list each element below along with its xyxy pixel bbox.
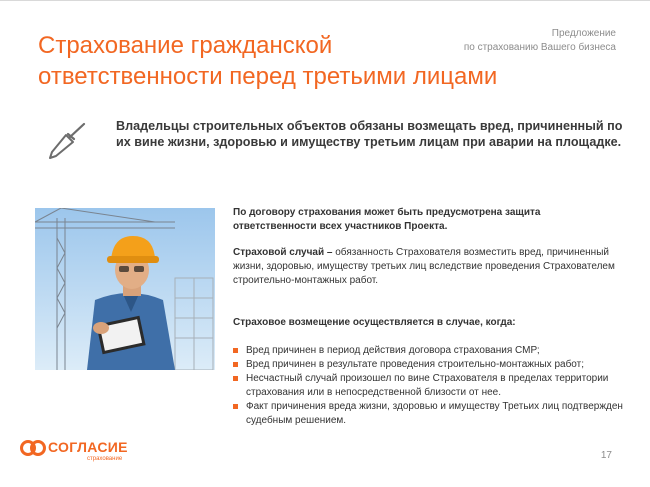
list-item-text: Вред причинен в результате проведения строительно-монтажных работ; — [246, 359, 584, 370]
header-caption-line-1: Предложение — [551, 28, 616, 39]
title-line-2: ответственности перед третьими лицами — [38, 63, 498, 90]
conditions-list — [233, 344, 623, 428]
construction-worker-photo — [35, 208, 215, 370]
list-item — [233, 344, 623, 358]
insured-event-term: Страховой случай – — [233, 247, 333, 258]
bullet-square-icon — [233, 348, 238, 353]
list-item — [233, 400, 623, 428]
list-item-text: Несчастный случай произошел по вине Страхователя в пределах территории страхования или в непосредственной близости от нее. — [246, 373, 609, 398]
header-caption — [396, 27, 616, 55]
page-number: 17 — [600, 450, 612, 461]
list-item — [233, 372, 623, 400]
list-item-text: Вред причинен в период действия договора страхования СМР; — [246, 345, 540, 356]
conditions-heading: Страховое возмещение осуществляется в случае, когда: — [233, 317, 516, 328]
list-item-text: Факт причинения вреда жизни, здоровью и имуществу Третьих лиц подтвержден судебным решением. — [246, 401, 623, 426]
company-logo — [20, 437, 170, 467]
details-block — [233, 206, 623, 428]
list-item — [233, 358, 623, 372]
bullet-square-icon — [233, 404, 238, 409]
lead-statement: Владельцы строительных объектов обязаны возмещать вред, причиненный по их вине жизни, здоровью и имуществу третьим лицам при аварии на площадке. — [116, 119, 623, 149]
title-line-1: Страхование гражданской — [38, 32, 333, 59]
logo-subtitle: страхование — [87, 456, 123, 462]
header-caption-line-2: по страхованию Вашего бизнеса — [463, 42, 616, 53]
bullet-square-icon — [233, 376, 238, 381]
trowel-icon — [44, 118, 90, 164]
insured-event-paragraph — [233, 246, 623, 288]
bullet-square-icon — [233, 362, 238, 367]
top-divider — [0, 0, 650, 1]
logo-name: СОГЛАСИЕ — [48, 439, 128, 455]
intro-text: По договору страхования может быть предусмотрена защита ответственности всех участников Проекта. — [233, 207, 541, 232]
insured-event-text: обязанность Страхователя возместить вред, причиненный жизни, здоровью, имуществу третьих лиц вследствие проведения Страхователем строительно-монтажных работ. — [233, 247, 615, 286]
logo-mark-icon — [20, 438, 46, 458]
